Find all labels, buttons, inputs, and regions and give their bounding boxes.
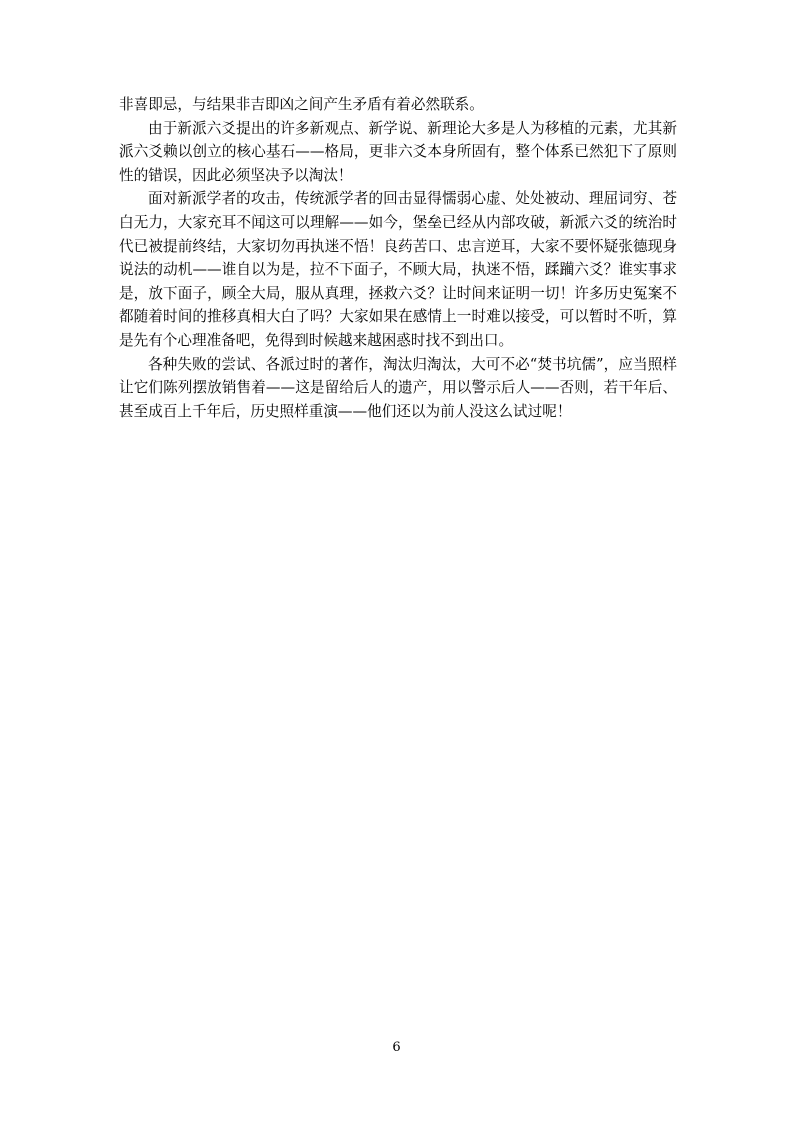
page-number: 6	[392, 1040, 401, 1055]
body-text	[119, 93, 677, 423]
paragraph-3: 面对新派学者的攻击，传统派学者的回击显得懦弱心虚、处处被动、理屈词穷、苍白无力，大家充耳不闻这可以理解——如今，堡垒已经从内部攻破，新派六爻的统治时代已被提前终结，大家切勿再执迷不悟！良药苦口、忠言逆耳，大家不要怀疑张德现身说法的动机——谁自以为是，拉不下面子，不顾大局，执迷不悟，蹂躏六爻？谁实事求是，放下面子，顾全大局，服从真理，拯救六爻？让时间来证明一切！许多历史冤案不都随着时间的推移真相大白了吗？大家如果在感情上一时难以接受，可以暂时不听，算是先有个心理准备吧，免得到时候越来越困惑时找不到出口。	[119, 190, 677, 349]
paragraph-1: 非喜即忌，与结果非吉即凶之间产生矛盾有着必然联系。	[119, 96, 484, 113]
paragraph-2: 由于新派六爻提出的许多新观点、新学说、新理论大多是人为移植的元素，尤其新派六爻赖以创立的核心基石——格局，更非六爻本身所固有，整个体系已然犯下了原则性的错误，因此必须坚决予以淘汰！	[119, 119, 677, 184]
paragraph-4: 各种失败的尝试、各派过时的著作，淘汰归淘汰，大可不必“焚书坑儒”，应当照样让它们陈列摆放销售着——这是留给后人的遗产，用以警示后人——否则，若干年后、甚至成百上千年后，历史照样重演——他们还以为前人没这么试过呢！	[119, 355, 677, 420]
